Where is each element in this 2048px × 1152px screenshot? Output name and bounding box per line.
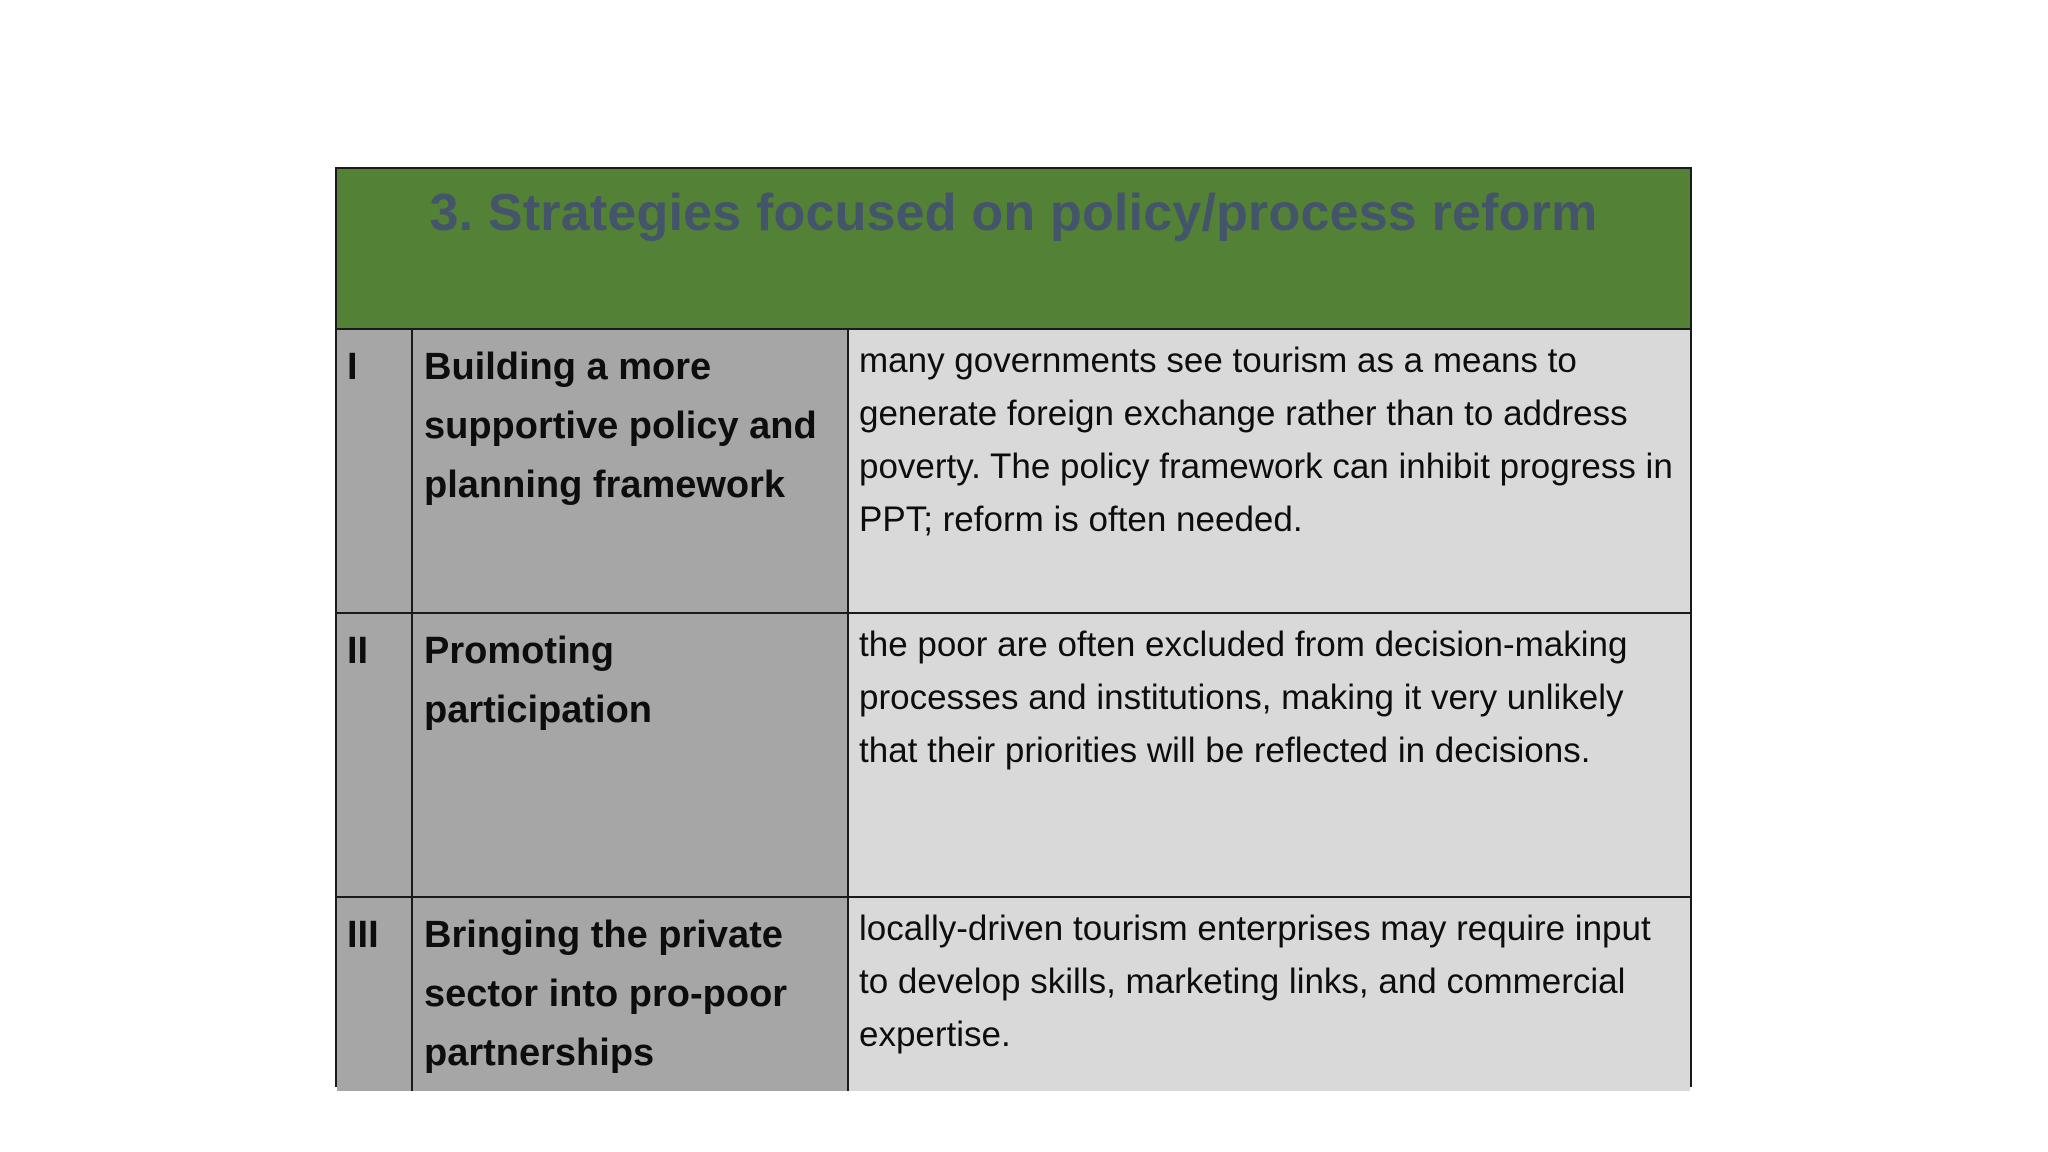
row-description: many governments see tourism as a means to generate foreign exchange rather than to address poverty. The policy framework can inhibit progress in PPT; reform is often needed.	[849, 330, 1690, 614]
table-header	[337, 169, 1690, 330]
strategies-table	[335, 167, 1692, 1087]
slide-title: 3. Strategies focused on policy/process reform	[429, 184, 1598, 242]
row-topic: Building a more supportive policy and planning framework	[413, 330, 849, 614]
row-description: the poor are often excluded from decision-making processes and institutions, making it very unlikely that their priorities will be reflected in decisions.	[849, 614, 1690, 898]
row-topic: Promoting participation	[413, 614, 849, 898]
row-topic: Bringing the private sector into pro-poor partnerships	[413, 898, 849, 1091]
row-description: locally-driven tourism enterprises may require input to develop skills, marketing links, and commercial expertise.	[849, 898, 1690, 1091]
row-number: II	[337, 614, 413, 898]
row-number: III	[337, 898, 413, 1091]
row-number: I	[337, 330, 413, 614]
